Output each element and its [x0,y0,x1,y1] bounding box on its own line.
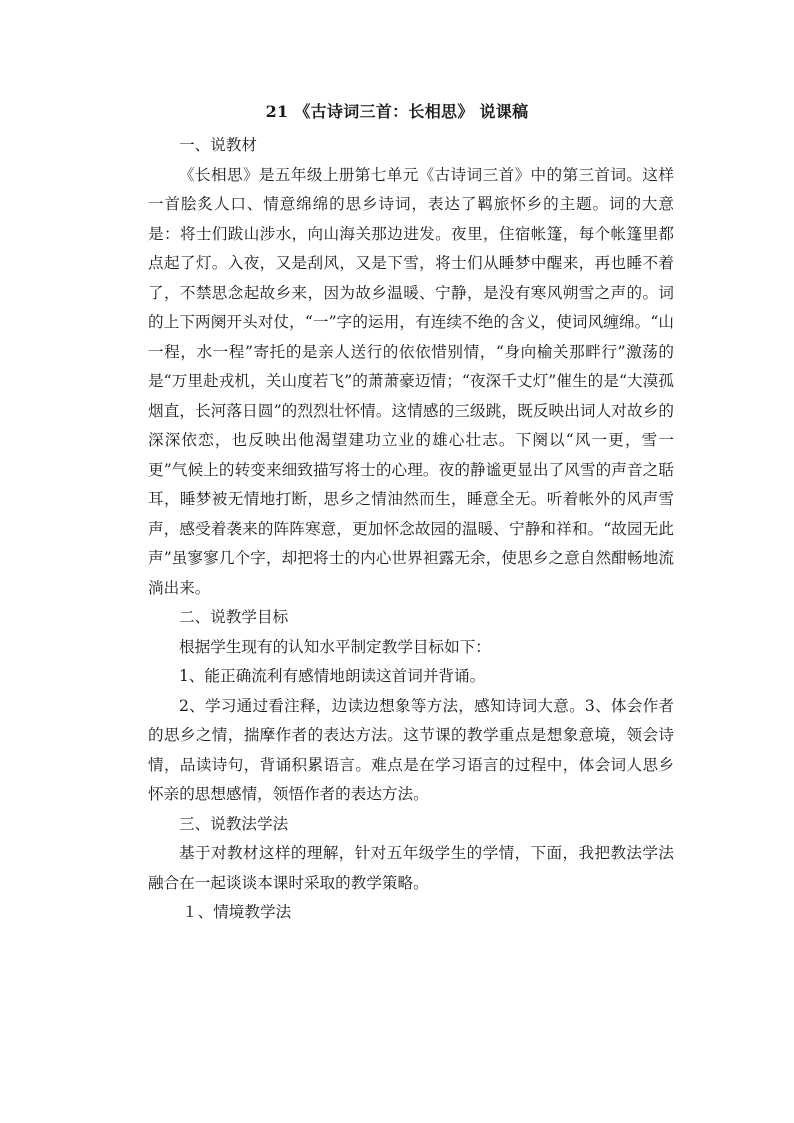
document-title: 21 《古诗词三首：长相思》 说课稿 [265,102,529,121]
goal-item-2-3: 2、学习通过看注释，边读边想象等方法，感知诗词大意。3、体会作者的思乡之情，揣摩作者的表达方法。这节课的教学重点是想象意境，领会诗情，品读诗句，背诵积累语言。难点是在学习语言的过程中，体会词人思乡怀亲的思想感情，领悟作者的表达方法。 [148,696,674,803]
goal-item-1: 1、能正确流利有感情地朗读这首词并背诵。 [179,667,486,685]
paragraph-textbook-analysis: 《长相思》是五年级上册第七单元《古诗词三首》中的第三首词。这样一首脍炙人口、情意绵绵的思乡诗词，表达了羁旅怀乡的主题。词的大意是：将士们跋山涉水，向山海关那边进发。夜里，住宿帐篷，每个帐篷里都点起了灯。入夜，又是刮风，又是下雪，将士们从睡梦中醒来，再也睡不着了，不禁思念起故乡来，因为故乡温暖、宁静，是没有寒风朔雪之声的。词的上下两阕开头对仗，“一”字的运用，有连续不绝的含义，使词风缠绵。“山一程，水一程”寄托的是亲人送行的依依惜别情，“身向榆关那畔行”激荡的是“万里赴戎机，关山度若飞”的萧萧豪迈情；“夜深千丈灯”催生的是“大漠孤烟直，长河落日圆”的烈烈壮怀情。这情感的三级跳，既反映出词人对故乡的深深依恋，也反映出他渴望建功立业的雄心壮志。下阕以“风一更，雪一更”气候上的转变来细致描写将士的心理。夜的静谧更显出了风雪的声音之聒耳，睡梦被无情地打断，思乡之情油然而生，睡意全无。听着帐外的风声雪声，感受着袭来的阵阵寒意，更加怀念故园的温暖、宁静和祥和。“故园无此声”虽寥寥几个字，却把将士的内心世界袒露无余，使思乡之意自然酣畅地流淌出来。 [148,165,674,597]
method-item-1: １、情境教学法 [182,903,292,921]
section-heading-textbook: 一、说教材 [179,136,257,154]
paragraph-goals-intro: 根据学生现有的认知水平制定教学目标如下： [179,637,491,656]
document-body [148,131,674,928]
section-heading-teaching-goals: 二、说教学目标 [179,608,289,626]
section-heading-methods: 三、说教法学法 [179,814,289,833]
paragraph-methods-intro: 基于对教材这样的理解，针对五年级学生的学情，下面，我把教法学法融合在一起谈谈本课时采取的教学策略。 [148,844,674,892]
